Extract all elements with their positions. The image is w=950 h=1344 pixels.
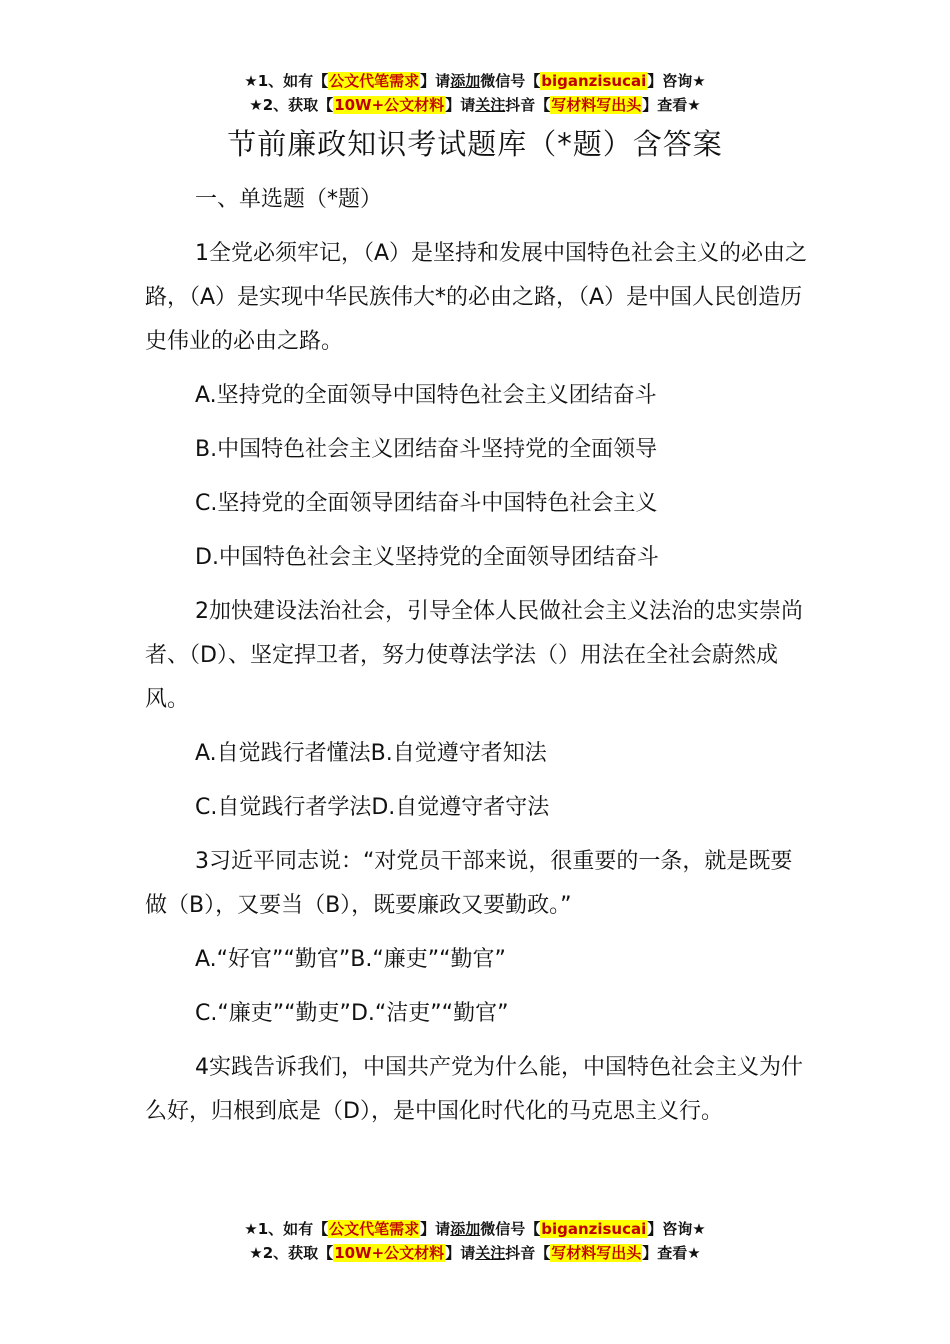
- banner-text: 微信号【: [480, 72, 541, 90]
- banner-underlined: 添加: [450, 72, 481, 90]
- question-option: D.中国特色社会主义坚持党的全面领导团结奋斗: [195, 545, 659, 570]
- banner-highlight: 公文代笔需求: [329, 72, 420, 90]
- banner-wechat-id: biganzisucai: [541, 1220, 647, 1238]
- question-stem: 3习近平同志说：“对党员干部来说，很重要的一条，就是既要做（B），又要当（B），既要廉政又要勤政。”: [145, 849, 793, 918]
- banner-douyin-id: 写材料写出头: [551, 96, 642, 114]
- question-stem: 2加快建设法治社会，引导全体人民做社会主义法治的忠实崇尚者、（D）、坚定捍卫者，努力使尊法学法（）用法在全社会蔚然成风。: [145, 599, 803, 712]
- banner-text: ★1、如有【: [244, 72, 329, 90]
- banner-douyin-id: 写材料写出头: [551, 1244, 642, 1262]
- banner-highlight: 公文代笔需求: [329, 1220, 420, 1238]
- question-option: C.自觉践行者学法D.自觉遵守者守法: [195, 795, 550, 820]
- banner-highlight: 10W+公文材料: [334, 96, 445, 114]
- header-banner: [0, 70, 950, 118]
- banner-text: 微信号【: [480, 1220, 541, 1238]
- document-body: [145, 178, 809, 1144]
- banner-underlined: 关注: [475, 96, 506, 114]
- footer-banner: [0, 1218, 950, 1266]
- banner-text: 】请: [420, 72, 451, 90]
- banner-line-2: [0, 1242, 950, 1266]
- banner-underlined: 添加: [450, 1220, 481, 1238]
- banner-text: 抖音【: [505, 1244, 551, 1262]
- banner-text: 】查看★: [642, 96, 701, 114]
- question-option: A.坚持党的全面领导中国特色社会主义团结奋斗: [195, 383, 657, 408]
- banner-text: 】咨询★: [647, 72, 706, 90]
- banner-wechat-id: biganzisucai: [541, 72, 647, 90]
- section-heading: 一、单选题（*题）: [195, 187, 383, 212]
- question-option: A.自觉践行者懂法B.自觉遵守者知法: [195, 741, 547, 766]
- document-title: 节前廉政知识考试题库（*题）含答案: [227, 127, 723, 161]
- banner-text: ★2、获取【: [249, 1244, 334, 1262]
- question-stem: 4实践告诉我们，中国共产党为什么能，中国特色社会主义为什么好，归根到底是（D），是中国化时代化的马克思主义行。: [145, 1055, 803, 1124]
- question-option: C.坚持党的全面领导团结奋斗中国特色社会主义: [195, 491, 658, 516]
- banner-text: 抖音【: [505, 96, 551, 114]
- question-stem: 1全党必须牢记，（A）是坚持和发展中国特色社会主义的必由之路，（A）是实现中华民族伟大*的必由之路，（A）是中国人民创造历史伟业的必由之路。: [145, 241, 808, 354]
- banner-text: 】咨询★: [647, 1220, 706, 1238]
- banner-text: ★2、获取【: [249, 96, 334, 114]
- banner-text: 】请: [445, 96, 476, 114]
- banner-underlined: 关注: [475, 1244, 506, 1262]
- banner-line-1: [0, 1218, 950, 1242]
- banner-highlight: 10W+公文材料: [334, 1244, 445, 1262]
- banner-line-2: [0, 94, 950, 118]
- banner-text: 】请: [420, 1220, 451, 1238]
- banner-text: 】请: [445, 1244, 476, 1262]
- banner-text: 】查看★: [642, 1244, 701, 1262]
- banner-text: ★1、如有【: [244, 1220, 329, 1238]
- question-option: A.“好官”“勤官”B.“廉吏”“勤官”: [195, 947, 506, 972]
- banner-line-1: [0, 70, 950, 94]
- question-option: B.中国特色社会主义团结奋斗坚持党的全面领导: [195, 437, 658, 462]
- question-option: C.“廉吏”“勤吏”D.“洁吏”“勤官”: [195, 1001, 509, 1026]
